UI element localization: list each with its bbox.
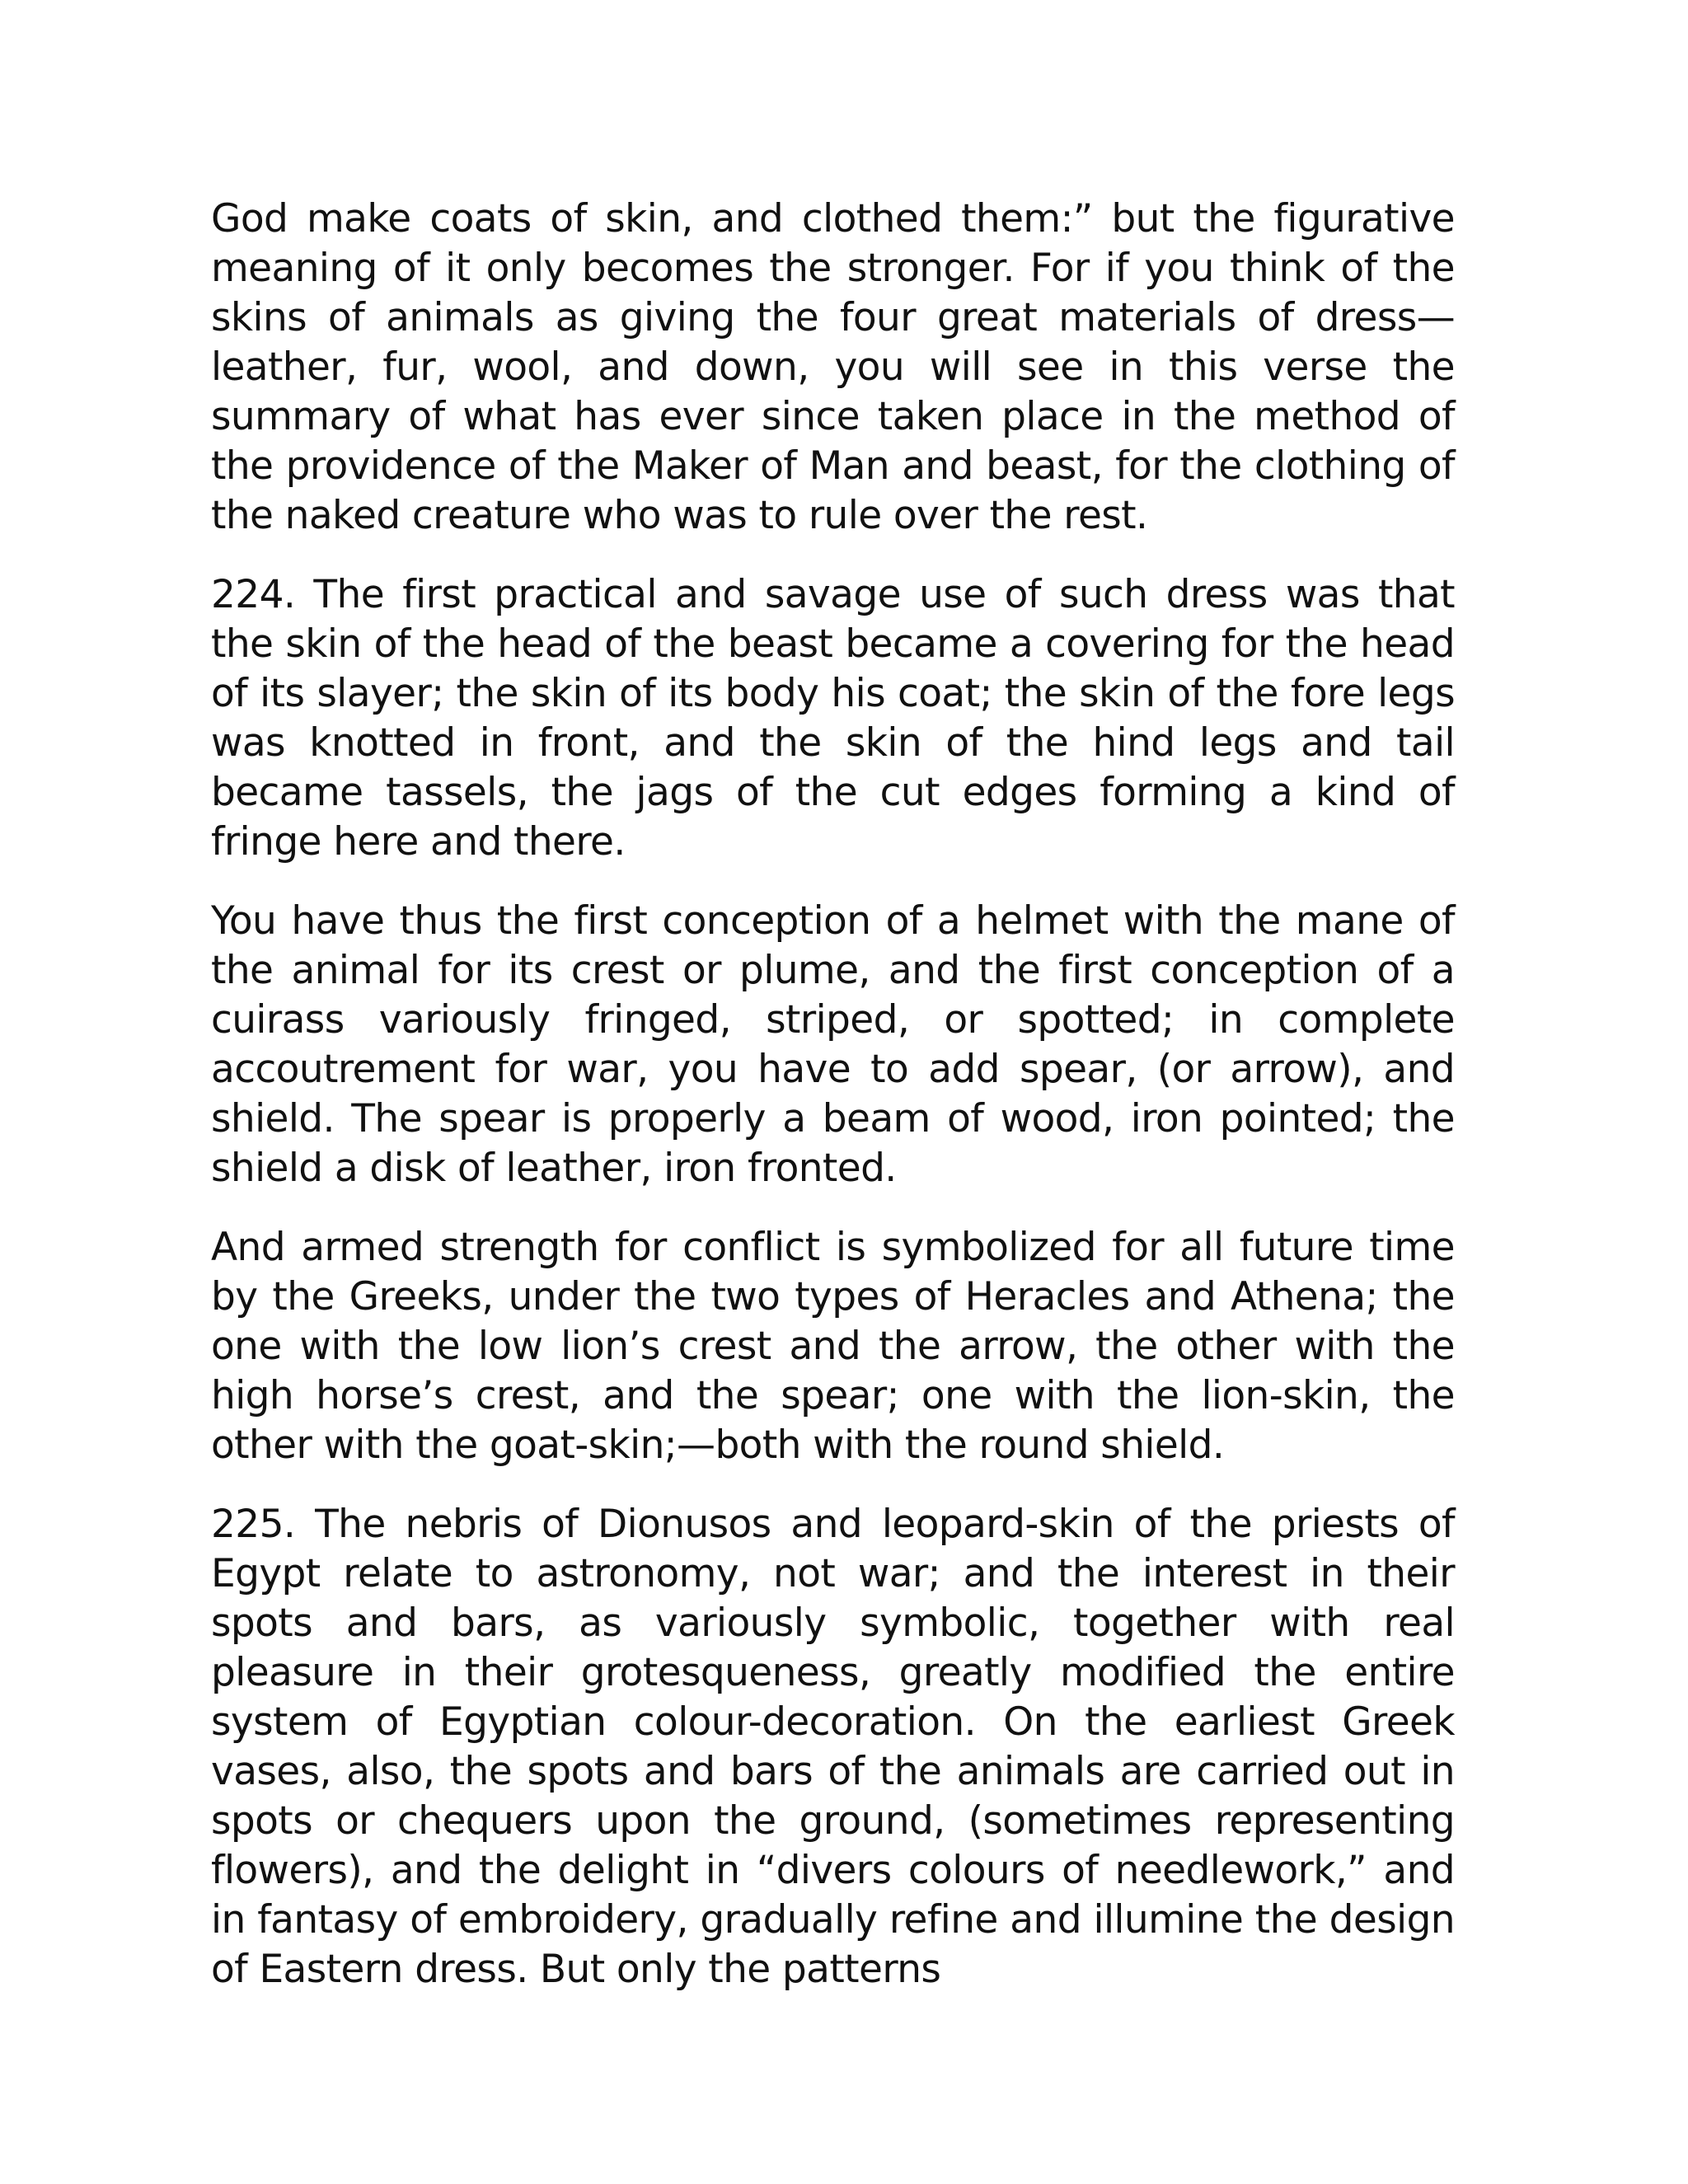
paragraph-4: And armed strength for conflict is symbolized for all future time by the Greeks, under the two types of Heracles and Athena; the one with the low lion’s crest and the arrow, the other with the high horse’s crest, and the spear; one with the lion-skin, the other with the goat-skin;—both with the round shield.: [211, 1225, 1455, 1468]
paragraph-2: 224. The first practical and savage use of such dress was that the skin of the head of the beast became a covering for the head of its slayer; the skin of its body his coat; the skin of the fore legs was knotted in front, and the skin of the hind legs and tail became tassels, the jags of the cut edges forming a kind of fringe here and there.: [211, 572, 1455, 865]
paragraph-5: 225. The nebris of Dionusos and leopard-skin of the priests of Egypt relate to astronomy, not war; and the interest in their spots and bars, as variously symbolic, together with real pleasure in their grotesqueness, greatly modified the entire system of Egyptian colour-decoration. On the earliest Greek vases, also, the spots and bars of the animals are carried out in spots or chequers upon the ground, (sometimes representing flowers), and the delight in “divers colours of needlework,” and in fantasy of embroidery, gradually refine and illumine the design of Eastern dress. But only the patterns: [211, 1502, 1455, 1992]
paragraph-3: You have thus the first conception of a helmet with the mane of the animal for its crest or plume, and the first conception of a cuirass variously fringed, striped, or spotted; in complete accoutrement for war, you have to add spear, (or arrow), and shield. The spear is properly a beam of wood, iron pointed; the shield a disk of leather, iron fronted.: [211, 898, 1455, 1191]
page-text: [211, 194, 1455, 2024]
paragraph-1: God make coats of skin, and clothed them:” but the figurative meaning of it only becomes the stronger. For if you think of the skins of animals as giving the four great materials of dress—leather, fur, wool, and down, you will see in this verse the summary of what has ever since taken place in the method of the providence of the Maker of Man and beast, for the clothing of the naked creature who was to rule over the rest.: [211, 196, 1455, 538]
